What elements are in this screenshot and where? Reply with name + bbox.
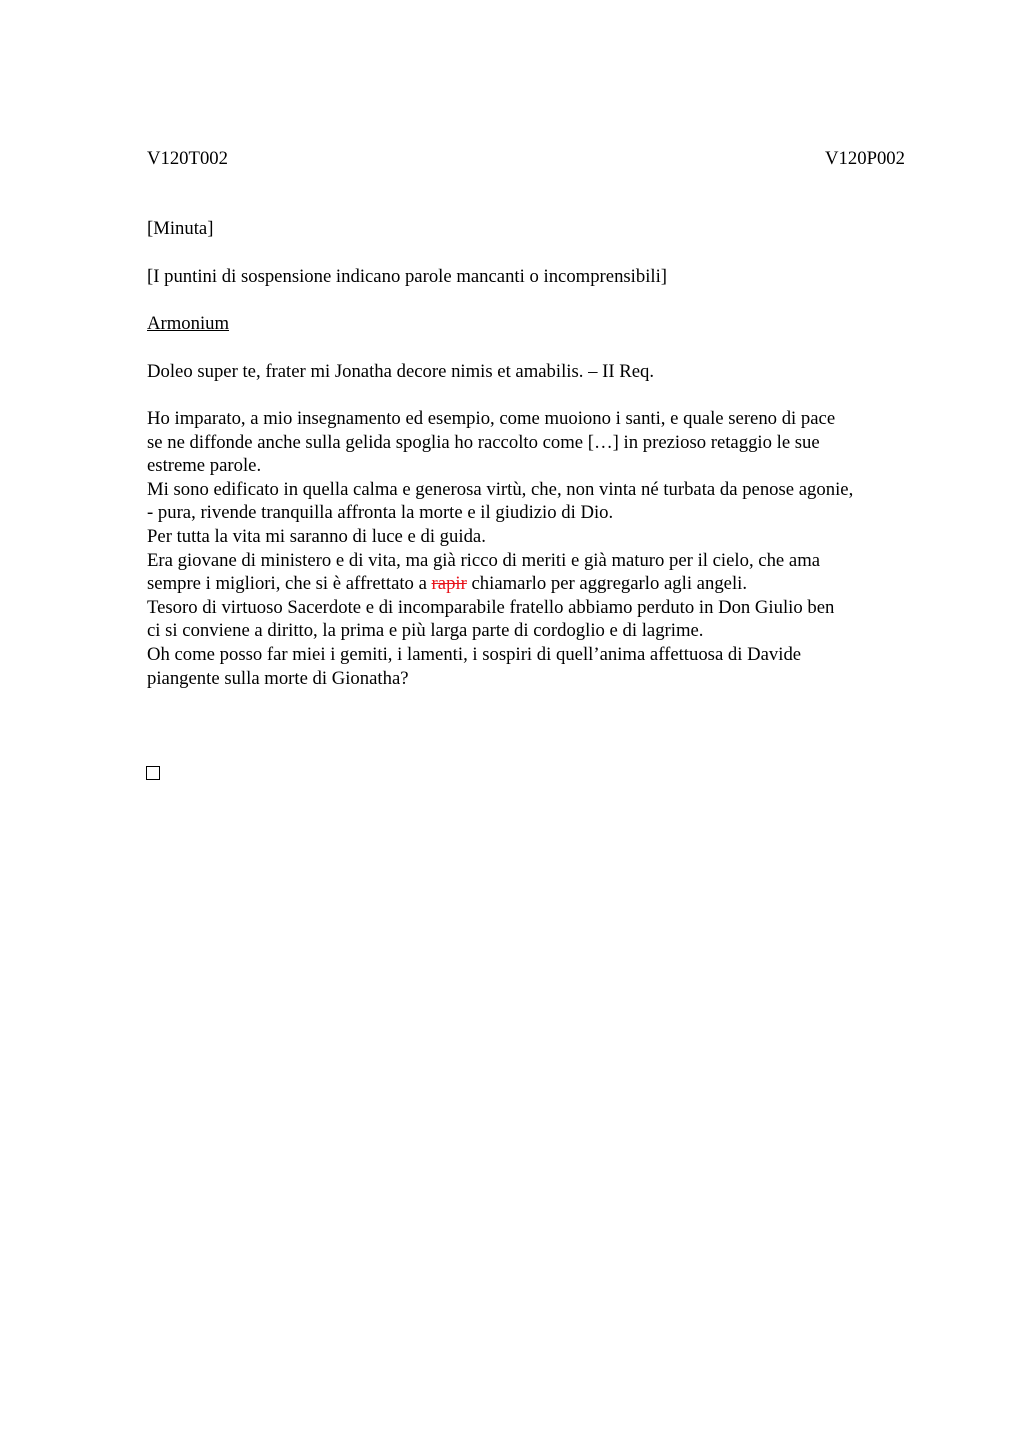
body-line: piangente sulla morte di Gionatha? <box>147 667 409 689</box>
body-line: Tesoro di virtuoso Sacerdote e di incomparabile fratello abbiamo perduto in Don Giulio ben <box>147 596 835 618</box>
body-line: ci si conviene a diritto, la prima e più larga parte di cordoglio e di lagrime. <box>147 620 704 642</box>
body-line: Oh come posso far miei i gemiti, i lamenti, i sospiri di quell’anima affettuosa di Davide <box>147 643 802 665</box>
document-code-left: V120T002 <box>147 148 228 169</box>
body-line: Ho imparato, a mio insegnamento ed esempio, come muoiono i santi, e quale sereno di pace <box>147 408 836 429</box>
epigraph: Doleo super te, frater mi Jonatha decore nimis et amabilis. – II Req. <box>147 361 654 382</box>
deleted-word: rapir <box>431 573 467 595</box>
body-line: Mi sono edificato in quella calma e generosa virtù, che, non vinta né turbata da penose agonie, <box>147 478 854 500</box>
editorial-note: [I puntini di sospensione indicano parole mancanti o incomprensibili] <box>147 266 668 287</box>
body-line: Era giovane di ministero e di vita, ma già ricco di meriti e già maturo per il cielo, che ama <box>147 549 821 571</box>
struck-line-after: chiamarlo per aggregarlo agli angeli. <box>466 573 748 595</box>
document-body <box>147 407 947 690</box>
body-line: se ne diffonde anche sulla gelida spoglia ho raccolto come […] in prezioso retaggio le sue <box>147 431 820 453</box>
document-subject: Armonium <box>147 313 230 334</box>
document-code-right: V120P002 <box>825 148 905 169</box>
struck-line-before: sempre i migliori, che si è affrettato a <box>147 573 432 595</box>
body-line: Per tutta la vita mi saranno di luce e di guida. <box>147 525 486 547</box>
body-line: estreme parole. <box>147 455 262 477</box>
checkbox-icon[interactable] <box>146 766 160 780</box>
document-label: [Minuta] <box>147 218 214 239</box>
body-line: - pura, rivende tranquilla affronta la morte e il giudizio di Dio. <box>147 502 614 524</box>
body-line-with-deletion <box>147 572 947 596</box>
